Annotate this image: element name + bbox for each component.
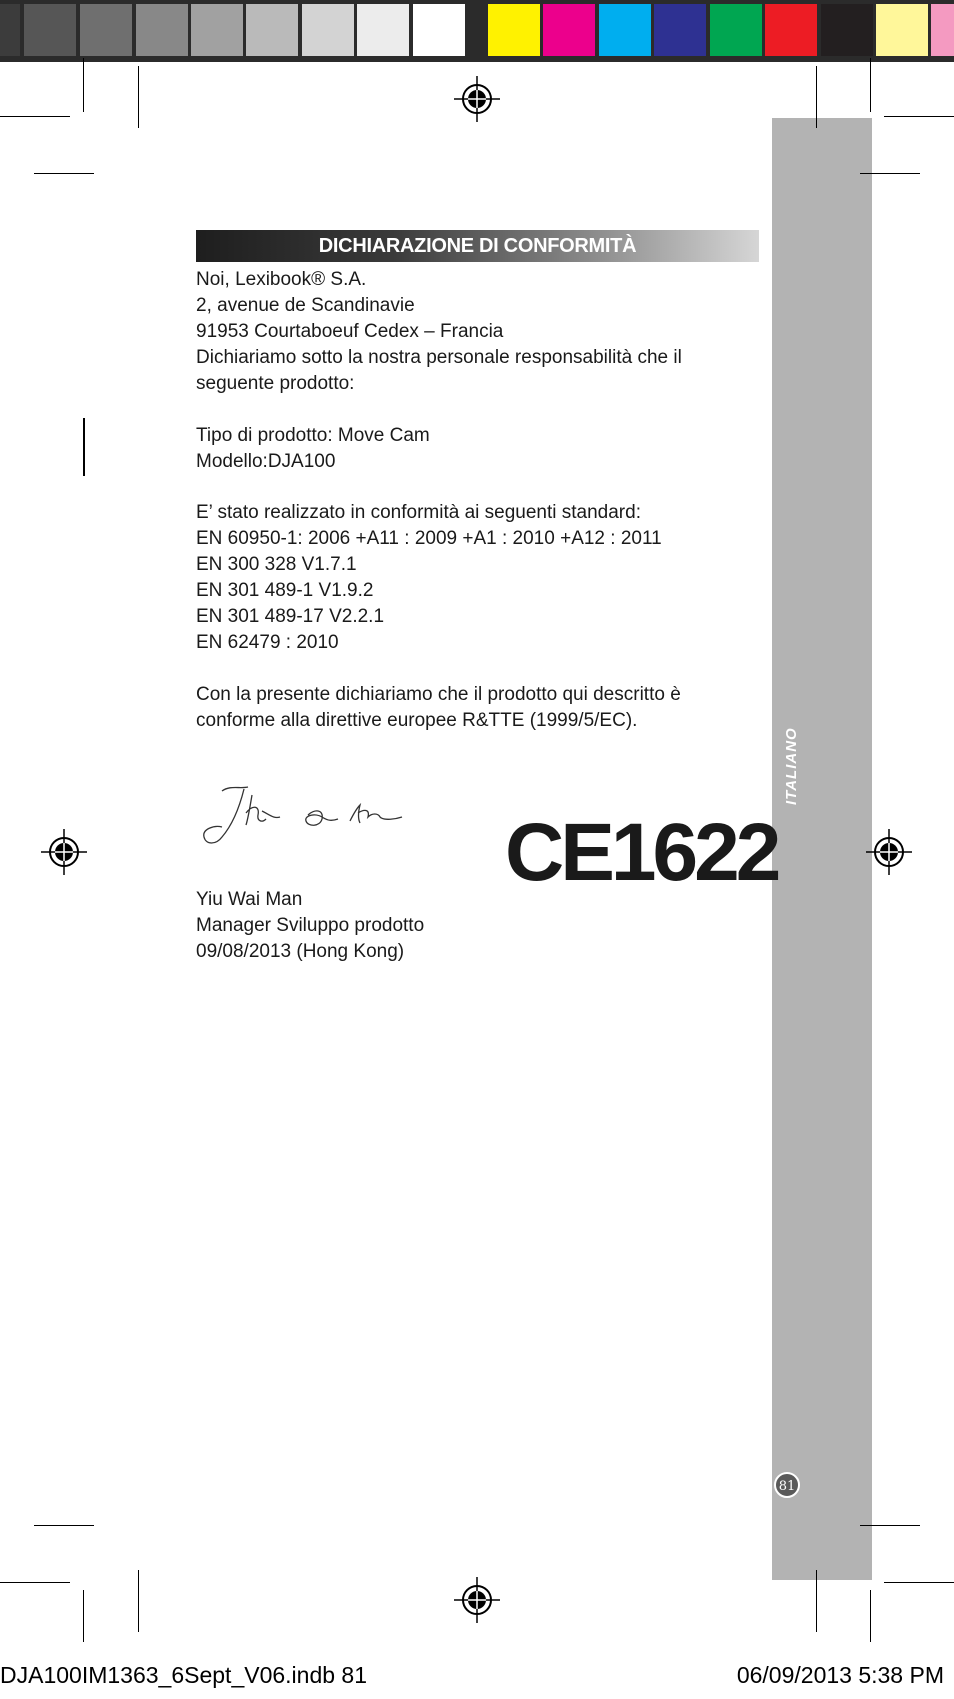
company-name: Noi, Lexibook® S.A.	[196, 269, 367, 290]
language-side-tab	[772, 118, 872, 1580]
crop-mark	[884, 1582, 954, 1583]
footer-datetime: 06/09/2013 5:38 PM	[736, 1662, 944, 1688]
registration-mark-icon	[41, 829, 87, 875]
crop-mark	[870, 58, 871, 112]
yellow-swatch	[488, 4, 540, 56]
gray-swatch-2	[24, 4, 76, 56]
registration-mark-icon	[866, 829, 912, 875]
white-swatch	[413, 4, 465, 56]
color-calibration-bar	[0, 0, 954, 62]
standard-item: EN 300 328 V1.7.1	[196, 554, 357, 575]
gray-swatch-6	[246, 4, 298, 56]
crop-mark	[884, 116, 954, 117]
gray-swatch-8	[357, 4, 409, 56]
declaration-text: seguente prodotto:	[196, 373, 355, 394]
registration-mark-icon	[454, 76, 500, 122]
footer-filename: DJA100IM1363_6Sept_V06.indb 81	[0, 1662, 368, 1688]
standard-item: EN 301 489-1 V1.9.2	[196, 580, 374, 601]
crop-mark	[138, 66, 139, 128]
ce-mark: CE1622	[505, 807, 778, 898]
standard-item: EN 301 489-17 V2.2.1	[196, 606, 385, 627]
standard-item: EN 62479 : 2010	[196, 632, 339, 653]
crop-mark	[870, 1590, 871, 1642]
green-swatch	[710, 4, 762, 56]
pink-swatch	[931, 4, 954, 56]
signatory-role: Manager Sviluppo prodotto	[196, 915, 425, 936]
title-banner	[196, 230, 759, 262]
gray-swatch-4	[136, 4, 188, 56]
blue-swatch	[654, 4, 706, 56]
address-line: 2, avenue de Scandinavie	[196, 295, 415, 316]
crop-mark	[34, 173, 94, 174]
gray-swatch-7	[302, 4, 354, 56]
black-swatch	[821, 4, 873, 56]
handwritten-signature	[200, 775, 440, 855]
address-line: 91953 Courtaboeuf Cedex – Francia	[196, 321, 504, 342]
crop-mark	[860, 173, 920, 174]
magenta-swatch	[543, 4, 595, 56]
language-label: ITALIANO	[783, 727, 800, 805]
cyan-swatch	[599, 4, 651, 56]
page-number-badge: 81	[774, 1472, 800, 1498]
registration-mark-icon	[454, 1577, 500, 1623]
crop-mark	[816, 66, 817, 128]
light-yellow-swatch	[876, 4, 928, 56]
crop-mark	[816, 1570, 817, 1632]
gray-swatch-5	[191, 4, 243, 56]
crop-mark	[34, 1525, 94, 1526]
product-type: Tipo di prodotto: Move Cam	[196, 425, 430, 446]
conformity-statement: conforme alla direttive europee R&TTE (1999/5/EC).	[196, 710, 638, 731]
signatory-date: 09/08/2013 (Hong Kong)	[196, 941, 405, 962]
signatory-name: Yiu Wai Man	[196, 889, 303, 910]
crop-mark	[83, 58, 84, 112]
gray-swatch-3	[80, 4, 132, 56]
crop-mark	[138, 1570, 139, 1632]
conformity-statement: Con la presente dichiariamo che il prodotto qui descritto è	[196, 684, 681, 705]
fold-mark	[83, 418, 85, 476]
crop-mark	[860, 1525, 920, 1526]
standards-intro: E’ stato realizzato in conformità ai seguenti standard:	[196, 502, 641, 523]
crop-mark	[0, 1582, 70, 1583]
declaration-text: Dichiariamo sotto la nostra personale responsabilità che il	[196, 347, 682, 368]
gray-swatch-1	[0, 4, 20, 56]
crop-mark	[0, 116, 70, 117]
standard-item: EN 60950-1: 2006 +A11 : 2009 +A1 : 2010 +A12 : 2011	[196, 528, 662, 549]
page-title: DICHIARAZIONE DI CONFORMITÀ	[318, 235, 637, 257]
crop-mark	[83, 1590, 84, 1642]
red-swatch	[765, 4, 817, 56]
product-model: Modello:DJA100	[196, 451, 336, 472]
